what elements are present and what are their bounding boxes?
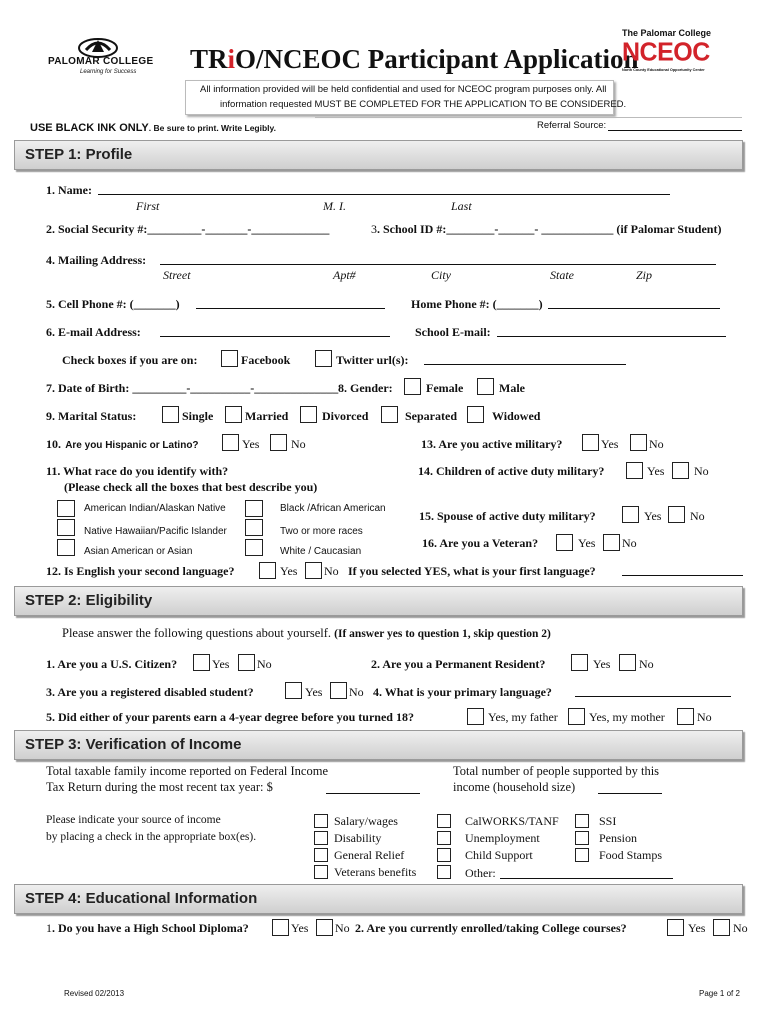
other-income-field[interactable] — [500, 878, 673, 879]
enrolled-label: 2. Are you currently enrolled/taking College courses? — [355, 921, 627, 935]
pension-checkbox[interactable] — [575, 831, 589, 845]
hispanic-yes-checkbox[interactable] — [222, 434, 239, 451]
ink-instructions-bold: USE BLACK INK ONLY — [30, 122, 149, 134]
income-amount-field[interactable] — [326, 793, 420, 794]
veteran-yes-checkbox[interactable] — [556, 534, 573, 551]
school-id-text: . School ID #:________-______- ____________ (if Palomar Student) — [377, 222, 722, 236]
enrolled-yes-checkbox[interactable] — [667, 919, 684, 936]
diploma-yes-checkbox[interactable] — [272, 919, 289, 936]
parents-yes-mother-label: Yes, my mother — [589, 710, 665, 724]
marital-status-label: 9. Marital Status: — [46, 409, 137, 423]
parents-yes-father-label: Yes, my father — [488, 710, 558, 724]
english-second-no-label: No — [324, 564, 339, 578]
palomar-emblem-icon — [78, 34, 118, 58]
divorced-checkbox[interactable] — [300, 406, 317, 423]
spouse-military-yes-label: Yes — [644, 509, 662, 523]
twitter-checkbox[interactable] — [315, 350, 332, 367]
enrolled-no-checkbox[interactable] — [713, 919, 730, 936]
married-checkbox[interactable] — [225, 406, 242, 423]
english-second-yes-checkbox[interactable] — [259, 562, 276, 579]
race-white-label: White / Caucasian — [280, 546, 362, 557]
first-language-field[interactable] — [622, 575, 743, 576]
separated-label: Separated — [405, 409, 457, 423]
race-hawaiian-checkbox[interactable] — [57, 519, 75, 536]
school-email-label: School E-mail: — [415, 325, 491, 339]
widowed-label: Widowed — [492, 409, 541, 423]
race-white-checkbox[interactable] — [245, 539, 263, 556]
gender-label: 8. Gender: — [338, 381, 393, 395]
widowed-checkbox[interactable] — [467, 406, 484, 423]
q12-followup-label: If you selected YES, what is your first language? — [348, 564, 596, 578]
household-line1: Total number of people supported by this — [453, 764, 660, 778]
female-label: Female — [426, 381, 464, 395]
race-black-checkbox[interactable] — [245, 500, 263, 517]
addr-city-caption: City — [431, 268, 451, 282]
income-line2: Tax Return during the most recent tax year: $ — [46, 780, 273, 794]
child-support-checkbox[interactable] — [437, 848, 451, 862]
diploma-label — [46, 921, 249, 936]
q10-label — [46, 437, 199, 452]
step4-title: STEP 4: Educational Information — [25, 890, 258, 907]
disability-checkbox[interactable] — [314, 831, 328, 845]
spouse-military-no-checkbox[interactable] — [668, 506, 685, 523]
q12-label: 12. Is English your second language? — [46, 564, 235, 578]
children-military-no-checkbox[interactable] — [672, 462, 689, 479]
home-phone-label: Home Phone #: (_______) — [411, 297, 543, 311]
resident-no-checkbox[interactable] — [619, 654, 636, 671]
step1-title: STEP 1: Profile — [25, 146, 133, 163]
q10-number: 10. — [46, 437, 61, 451]
spouse-military-yes-checkbox[interactable] — [622, 506, 639, 523]
nceoc-logo-main: NCEOC — [622, 37, 710, 67]
nceoc-logo-top: The Palomar College — [622, 28, 712, 38]
child-support-label: Child Support — [465, 848, 533, 862]
step3-header — [14, 730, 743, 760]
nceoc-logo-sub: North County Educational Opportunity Center — [622, 68, 705, 72]
email-label: 6. E-mail Address: — [46, 325, 141, 339]
female-checkbox[interactable] — [404, 378, 421, 395]
school-email-field[interactable] — [497, 336, 726, 337]
hispanic-no-checkbox[interactable] — [270, 434, 287, 451]
palomar-logo — [48, 34, 158, 78]
divorced-label: Divorced — [322, 409, 369, 423]
name-mi-caption: M. I. — [323, 199, 346, 213]
diploma-no-checkbox[interactable] — [316, 919, 333, 936]
ink-instructions — [30, 122, 276, 134]
twitter-field[interactable] — [424, 364, 626, 365]
household-size-field[interactable] — [598, 793, 662, 794]
ink-instructions-rest: . Be sure to print. Write Legibly. — [148, 123, 276, 133]
step2-title: STEP 2: Eligibility — [25, 592, 153, 609]
q14-label: 14. Children of active duty military? — [418, 464, 605, 478]
enrolled-yes-label: Yes — [688, 921, 706, 935]
children-military-no-label: No — [694, 464, 709, 478]
male-label: Male — [499, 381, 525, 395]
english-second-yes-label: Yes — [280, 564, 298, 578]
step2-intro-text: Please answer the following questions about yourself. — [62, 626, 332, 640]
general-relief-checkbox[interactable] — [314, 848, 328, 862]
q16-label: 16. Are you a Veteran? — [422, 536, 539, 550]
married-label: Married — [245, 409, 289, 423]
race-asian-checkbox[interactable] — [57, 539, 75, 556]
q15-label: 15. Spouse of active duty military? — [419, 509, 596, 523]
enrolled-no-label: No — [733, 921, 748, 935]
email-field[interactable] — [160, 336, 390, 337]
ssi-label: SSI — [599, 814, 617, 828]
disabled-yes-label: Yes — [305, 685, 323, 699]
step2-header — [14, 586, 743, 616]
diploma-yes-label: Yes — [291, 921, 309, 935]
revised-date: Revised 02/2013 — [64, 989, 125, 998]
q11-note: (Please check all the boxes that best describe you) — [64, 480, 318, 494]
children-military-yes-label: Yes — [647, 464, 665, 478]
notice-line1: All information provided will be held confidential and used for NCEOC program purposes only. All — [200, 84, 607, 95]
veteran-no-checkbox[interactable] — [603, 534, 620, 551]
race-two-or-more-label: Two or more races — [280, 526, 363, 537]
cell-phone-field[interactable] — [196, 308, 385, 309]
income-line1: Total taxable family income reported on Federal Income — [46, 764, 329, 778]
male-checkbox[interactable] — [477, 378, 494, 395]
calworks-checkbox[interactable] — [437, 814, 451, 828]
palomar-logo-tagline: Learning for Success — [80, 69, 137, 75]
diploma-text: . Do you have a High School Diploma? — [52, 921, 249, 935]
title-part1: TR — [190, 44, 228, 74]
separated-checkbox[interactable] — [381, 406, 398, 423]
disabled-no-label: No — [349, 685, 364, 699]
notice-line2: information requested MUST BE COMPLETED FOR THE APPLICATION TO BE CONSIDERED. — [220, 99, 627, 110]
unemployment-checkbox[interactable] — [437, 831, 451, 845]
referral-box — [315, 117, 742, 136]
name-label: 1. Name: — [46, 183, 92, 197]
diploma-no-label: No — [335, 921, 350, 935]
facebook-checkbox[interactable] — [221, 350, 238, 367]
q10-text: Are you Hispanic or Latino? — [65, 440, 199, 451]
page-number: Page 1 of 2 — [699, 989, 740, 998]
english-second-no-checkbox[interactable] — [305, 562, 322, 579]
title-part3: O/NCEOC Participant Application — [235, 44, 639, 74]
addr-state-caption: State — [550, 268, 574, 282]
name-field[interactable] — [98, 194, 670, 195]
parents-yes-mother-checkbox[interactable] — [568, 708, 585, 725]
parents-no-checkbox[interactable] — [677, 708, 694, 725]
addr-street-caption: Street — [163, 268, 191, 282]
children-military-yes-checkbox[interactable] — [626, 462, 643, 479]
cell-phone-label: 5. Cell Phone #: (_______) — [46, 297, 180, 311]
referral-source-field[interactable] — [608, 130, 742, 131]
citizen-yes-checkbox[interactable] — [193, 654, 210, 671]
school-id-label[interactable] — [371, 222, 721, 237]
twitter-label: Twitter url(s): — [336, 353, 409, 367]
dob-label[interactable]: 7. Date of Birth: _________-__________-______________ — [46, 381, 339, 395]
disabled-no-checkbox[interactable] — [330, 682, 347, 699]
race-american-indian-checkbox[interactable] — [57, 500, 75, 517]
general-relief-label: General Relief — [334, 848, 405, 862]
facebook-label: Facebook — [241, 353, 291, 367]
pension-label: Pension — [599, 831, 638, 845]
addr-apt-caption: Apt# — [333, 268, 356, 282]
palomar-logo-name: PALOMAR COLLEGE — [48, 56, 154, 67]
race-black-label: Black /African American — [280, 503, 386, 514]
name-last-caption: Last — [451, 199, 472, 213]
step1-header — [14, 140, 743, 170]
permanent-resident-label: 2. Are you a Permanent Resident? — [371, 657, 546, 671]
veterans-benefits-checkbox[interactable] — [314, 865, 328, 879]
race-american-indian-label: American Indian/Alaskan Native — [84, 503, 226, 514]
military-yes-checkbox[interactable] — [582, 434, 599, 451]
ssn-label[interactable]: 2. Social Security #:_________-_______-_____________ — [46, 222, 330, 236]
calworks-label: CalWORKS/TANF — [465, 814, 559, 828]
spouse-military-no-label: No — [690, 509, 705, 523]
race-two-or-more-checkbox[interactable] — [245, 519, 263, 536]
parents-degree-label: 5. Did either of your parents earn a 4-year degree before you turned 18? — [46, 710, 414, 724]
title-part2: i — [227, 44, 236, 74]
primary-language-field[interactable] — [575, 696, 731, 697]
disability-label: Disability — [334, 831, 382, 845]
hispanic-no-label: No — [291, 437, 306, 451]
military-no-checkbox[interactable] — [630, 434, 647, 451]
step2-intro-bold: (If answer yes to question 1, skip question 2) — [334, 628, 551, 640]
school-id-number: 3 — [371, 222, 377, 236]
other-income-checkbox[interactable] — [437, 865, 451, 879]
parents-no-label: No — [697, 710, 712, 724]
citizen-no-label: No — [257, 657, 272, 671]
citizen-yes-label: Yes — [212, 657, 230, 671]
food-stamps-checkbox[interactable] — [575, 848, 589, 862]
salary-label: Salary/wages — [334, 814, 398, 828]
income-source-line2: by placing a check in the appropriate box(es). — [46, 831, 257, 843]
diploma-number: 1 — [46, 921, 52, 935]
q11-label: 11. What race do you identify with? — [46, 464, 229, 478]
income-source-line1: Please indicate your source of income — [46, 814, 221, 826]
referral-source-label: Referral Source: — [537, 120, 607, 131]
salary-checkbox[interactable] — [314, 814, 328, 828]
single-label: Single — [182, 409, 214, 423]
military-yes-label: Yes — [601, 437, 619, 451]
mailing-address-label: 4. Mailing Address: — [46, 253, 147, 267]
step4-header — [14, 884, 743, 914]
confidential-notice — [185, 80, 627, 115]
name-first-caption: First — [136, 199, 160, 213]
disabled-student-label: 3. Are you a registered disabled student? — [46, 685, 254, 699]
nceoc-logo — [622, 28, 732, 78]
addr-zip-caption: Zip — [636, 268, 653, 282]
parents-yes-father-checkbox[interactable] — [467, 708, 484, 725]
page-title — [190, 44, 639, 75]
citizen-label: 1. Are you a U.S. Citizen? — [46, 657, 178, 671]
veteran-no-label: No — [622, 536, 637, 550]
other-income-label: Other: — [465, 866, 496, 880]
social-media-label: Check boxes if you are on: — [62, 353, 198, 367]
resident-yes-checkbox[interactable] — [571, 654, 588, 671]
race-asian-label: Asian American or Asian — [84, 546, 193, 557]
household-line2: income (household size) — [453, 780, 576, 794]
veterans-benefits-label: Veterans benefits — [334, 865, 417, 879]
ssi-checkbox[interactable] — [575, 814, 589, 828]
step2-intro — [62, 626, 551, 641]
q13-label: 13. Are you active military? — [421, 437, 563, 451]
citizen-no-checkbox[interactable] — [238, 654, 255, 671]
resident-yes-label: Yes — [593, 657, 611, 671]
race-hawaiian-label: Native Hawaiian/Pacific Islander — [84, 526, 227, 537]
hispanic-yes-label: Yes — [242, 437, 260, 451]
military-no-label: No — [649, 437, 664, 451]
resident-no-label: No — [639, 657, 654, 671]
primary-language-label: 4. What is your primary language? — [373, 685, 552, 699]
food-stamps-label: Food Stamps — [599, 848, 663, 862]
veteran-yes-label: Yes — [578, 536, 596, 550]
disabled-yes-checkbox[interactable] — [285, 682, 302, 699]
unemployment-label: Unemployment — [465, 831, 540, 845]
step3-title: STEP 3: Verification of Income — [25, 736, 242, 753]
mailing-address-field[interactable] — [160, 264, 716, 265]
single-checkbox[interactable] — [162, 406, 179, 423]
home-phone-field[interactable] — [548, 308, 720, 309]
